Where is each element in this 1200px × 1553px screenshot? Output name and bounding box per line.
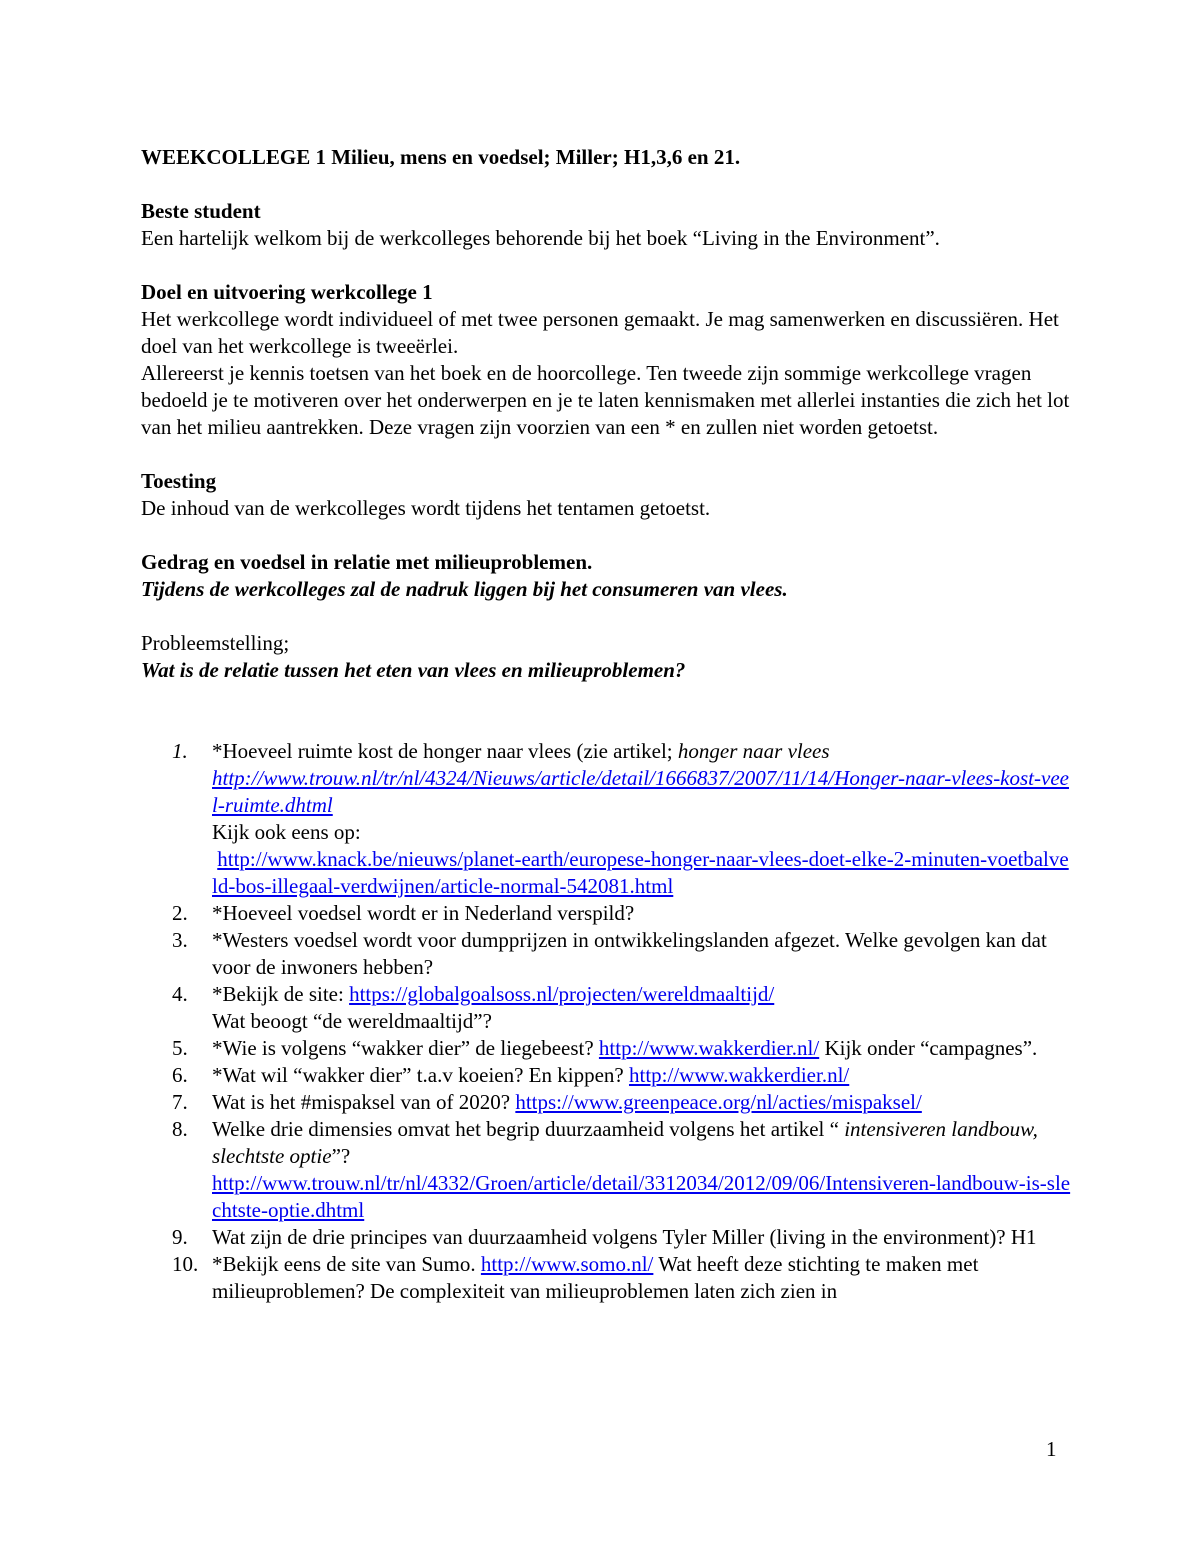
wereldmaaltijd-link[interactable]: https://globalgoalsoss.nl/projecten/wereldmaaltijd/ [349,982,775,1006]
article-title: honger naar vlees [677,739,830,763]
question-text: Kijk ook eens op: [212,820,361,844]
question-text: *Wie is volgens “wakker dier” de liegebeest? [212,1036,599,1060]
question-number: 7. [172,1090,188,1114]
question-text: Wat heeft deze stichting te maken met milieuproblemen? De complexiteit van milieuproblemen laten zich zien in [212,1252,979,1303]
trouw-intensiveren-link[interactable]: http://www.trouw.nl/tr/nl/4332/Groen/article/detail/3312034/2012/09/06/Intensiveren-landbouw-is-slechtste-optie.dhtml [212,1171,1071,1222]
list-item [141,981,1071,1035]
question-number: 8. [172,1117,188,1141]
somo-link[interactable]: http://www.somo.nl/ [480,1252,654,1276]
question-text: *Hoeveel ruimte kost de honger naar vlees (zie artikel; [212,739,678,763]
question-text: *Hoeveel voedsel wordt er in Nederland verspild? [212,901,635,925]
question-text: Wat is het #mispaksel van of 2020? [212,1090,516,1114]
question-text: Wat beoogt “de wereldmaaltijd”? [212,1009,492,1033]
page-number: 1 [1046,1437,1057,1461]
list-item [141,927,1071,981]
goal-text-2: Allereerst je kennis toetsen van het boek en de hoorcollege. Ten tweede zijn sommige werkcollege vragen bedoeld je te motiveren over het onderwerpen en je te laten kennismaken met allerlei instanties die zich het lot van het milieu aantrekken. Deze vragen zijn voorzien van een * en zullen niet worden getoetst. [141,361,1070,439]
problem-question: Wat is de relatie tussen het eten van vlees en milieuproblemen? [141,658,686,682]
question-number: 4. [172,982,188,1006]
list-item [141,1224,1071,1251]
question-number: 9. [172,1225,188,1249]
question-text: Wat zijn de drie principes van duurzaamheid volgens Tyler Miller (living in the environment)? H1 [212,1225,1037,1249]
question-text: Welke drie dimensies omvat het begrip duurzaamheid volgens het artikel “ [212,1117,845,1141]
article-title: intensiveren landbouw, slechtste optie [212,1117,1038,1168]
goal-heading: Doel en uitvoering werkcollege 1 [141,280,433,304]
behaviour-heading: Gedrag en voedsel in relatie met milieuproblemen. [141,550,593,574]
problem-label: Probleemstelling; [141,631,290,655]
testing-text: De inhoud van de werkcolleges wordt tijdens het tentamen getoetst. [141,496,711,520]
question-text: *Bekijk eens de site van Sumo. [212,1252,481,1276]
list-item [141,1089,1071,1116]
question-text: Kijk onder “campagnes”. [819,1036,1038,1060]
question-text: *Wat wil “wakker dier” t.a.v koeien? En kippen? [212,1063,629,1087]
knack-article-link[interactable]: http://www.knack.be/nieuws/planet-earth/europese-honger-naar-vlees-doet-elke-2-minuten-voetbalveld-bos-illegaal-verdwijnen/article-normal-542081.html [212,847,1069,898]
question-number: 3. [172,928,188,952]
list-item [141,738,1071,900]
behaviour-subheading: Tijdens de werkcolleges zal de nadruk liggen bij het consumeren van vlees. [141,577,788,601]
question-text: ”? [331,1144,351,1168]
question-number: 6. [172,1063,188,1087]
question-number: 10. [172,1252,199,1276]
question-list [141,738,1071,1305]
wakkerdier-link[interactable]: http://www.wakkerdier.nl/ [598,1036,820,1060]
welcome-text: Een hartelijk welkom bij de werkcolleges behorende bij het boek “Living in the Environment”. [141,226,940,250]
list-item [141,1062,1071,1089]
question-text: *Bekijk de site: [212,982,350,1006]
document-body [141,144,1071,1305]
list-item [141,1251,1071,1305]
goal-text: Het werkcollege wordt individueel of met twee personen gemaakt. Je mag samenwerken en discussiëren. Het doel van het werkcollege is tweeërlei. [141,307,1059,358]
trouw-article-link[interactable]: http://www.trouw.nl/tr/nl/4324/Nieuws/article/detail/1666837/2007/11/14/Honger-naar-vlees-kost-veel-ruimte.dhtml [212,766,1069,817]
document-title: WEEKCOLLEGE 1 Milieu, mens en voedsel; Miller; H1,3,6 en 21. [141,145,741,169]
question-number: 5. [172,1036,188,1060]
testing-heading: Toesting [141,469,217,493]
wakkerdier-link[interactable]: http://www.wakkerdier.nl/ [628,1063,850,1087]
list-item [141,900,1071,927]
welcome-heading: Beste student [141,199,261,223]
greenpeace-link[interactable]: https://www.greenpeace.org/nl/acties/mispaksel/ [515,1090,922,1114]
list-item [141,1035,1071,1062]
question-text: *Westers voedsel wordt voor dumpprijzen in ontwikkelingslanden afgezet. Welke gevolgen kan dat voor de inwoners hebben? [212,928,1047,979]
question-number: 2. [172,901,188,925]
list-item [141,1116,1071,1224]
question-number: 1. [172,739,188,763]
